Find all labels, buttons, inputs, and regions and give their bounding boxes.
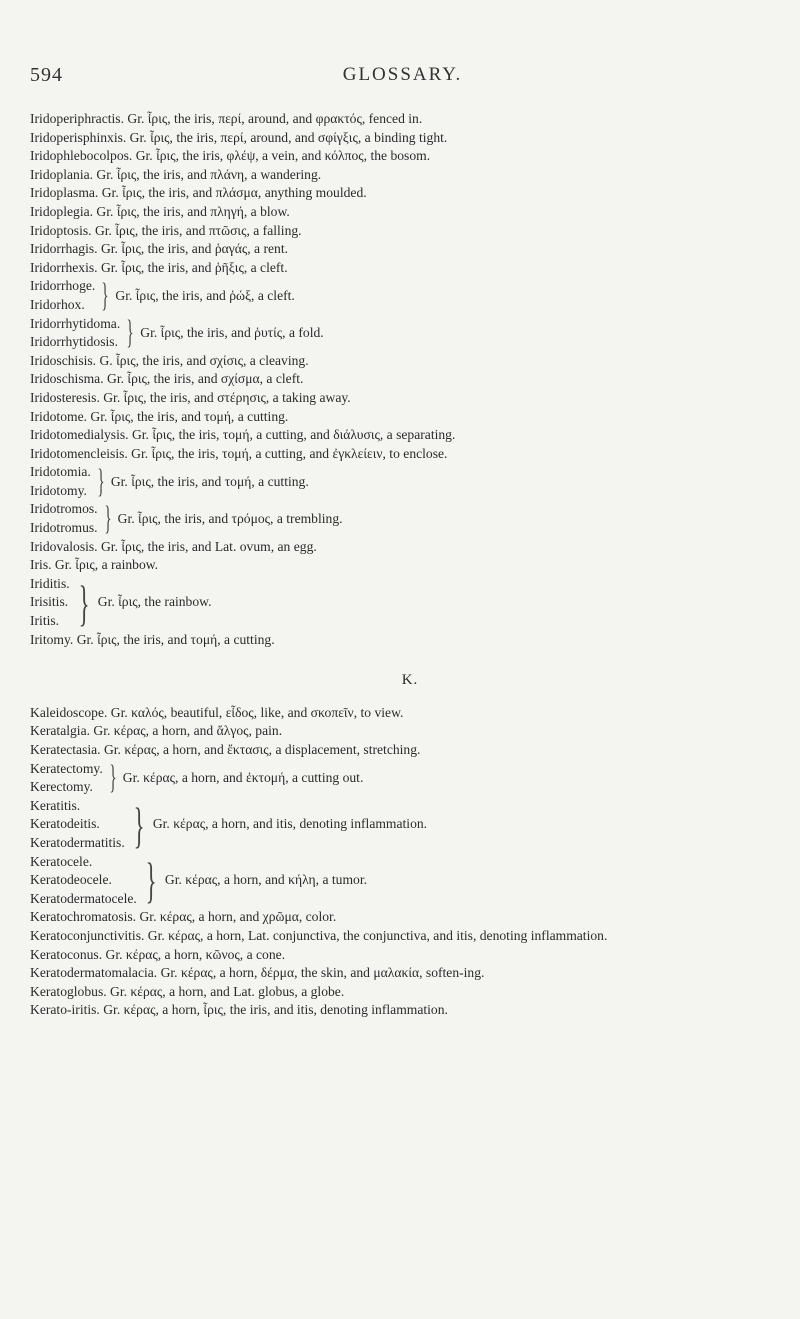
brace-icon: } (101, 277, 109, 315)
term: Keratitis. (30, 797, 81, 813)
grouped-entry-iridotomia (30, 463, 790, 500)
glossary-entry: Keratochromatosis. Gr. κέρας, a horn, and χρῶμα, color. (30, 909, 337, 925)
gloss: Gr. κέρας, a horn, and κήλη, a tumor. (164, 872, 367, 888)
term: Iridotomy. (30, 482, 87, 498)
glossary-entry: Kerato-iritis. Gr. κέρας, a horn, ἶρις, the iris, and itis, denoting inflammation. (30, 1002, 448, 1018)
glossary-body (30, 110, 790, 1020)
glossary-entry: Keratodermatomalacia. Gr. κέρας, a horn, δέρμα, the skin, and μαλακία, soften-ing. (30, 965, 485, 981)
brace-icon: } (133, 796, 145, 853)
term: Keratodermatitis. (30, 834, 125, 850)
brace-icon: } (78, 574, 90, 631)
glossary-entry: Iridoperiphractis. Gr. ἶρις, the iris, περί, around, and φρακτός, fenced in. (30, 111, 423, 126)
glossary-entry: Iridorrhexis. Gr. ἶρις, the iris, and ῥῆξις, a cleft. (30, 259, 288, 275)
term: Iritis. (30, 613, 60, 629)
grouped-entry-iridorrhytidoma (30, 315, 790, 352)
glossary-entry: Keratoconus. Gr. κέρας, a horn, κῶνος, a cone. (30, 946, 286, 962)
glossary-entry: Iridoperisphinxis. Gr. ἶρις, the iris, περί, around, and σφίγξις, a binding tight. (30, 129, 448, 145)
page-number: 594 (30, 64, 63, 86)
term: Kerectomy. (30, 779, 93, 795)
term: Iridotromos. (30, 501, 98, 517)
term: Iridorrhoge. (30, 278, 96, 294)
glossary-entry: Iridovalosis. Gr. ἶρις, the iris, and Lat. ovum, an egg. (30, 538, 317, 554)
term: Iridotomia. (30, 464, 91, 480)
term: Keratocele. (30, 853, 93, 869)
glossary-entry: Iris. Gr. ἶρις, a rainbow. (30, 557, 159, 573)
gloss: Gr. κέρας, a horn, and itis, denoting inflammation. (152, 816, 428, 832)
glossary-entry: Iridoschisis. G. ἶρις, the iris, and σχίσις, a cleaving. (30, 352, 309, 368)
glossary-entry: Iridoplegia. Gr. ἶρις, the iris, and πληγή, a blow. (30, 203, 290, 219)
glossary-entry: Iridoschisma. Gr. ἶρις, the iris, and σχίσμα, a cleft. (30, 371, 304, 387)
running-title: GLOSSARY. (342, 64, 463, 85)
section-heading: K. (401, 672, 419, 689)
term: Keratodeocele. (30, 872, 112, 888)
entry-list-i2 (30, 352, 790, 464)
brace-icon: } (109, 759, 117, 797)
gloss: Gr. ἶρις, the iris, and ῥυτίς, a fold. (140, 324, 324, 340)
glossary-entry: Iridotomencleisis. Gr. ἶρις, the iris, τομή, a cutting, and ἐγκλείειν, to enclose. (30, 445, 448, 461)
gloss: Gr. κέρας, a horn, and ἐκτομή, a cutting out. (122, 769, 364, 785)
glossary-entry: Iridoptosis. Gr. ἶρις, the iris, and πτῶσις, a falling. (30, 222, 302, 238)
glossary-entry: Iridoplasma. Gr. ἶρις, the iris, and πλάσμα, anything moulded. (30, 185, 367, 201)
term: Iridotromus. (30, 520, 98, 536)
grouped-entry-keratitis (30, 797, 790, 853)
grouped-entry-iridorrhoge (30, 277, 790, 314)
glossary-entry: Iridosteresis. Gr. ἶρις, the iris, and στέρησις, a taking away. (30, 389, 351, 405)
glossary-entry: Keratoglobus. Gr. κέρας, a horn, and Lat. globus, a globe. (30, 983, 345, 999)
glossary-entry: Iridotome. Gr. ἶρις, the iris, and τομή, a cutting. (30, 408, 289, 424)
glossary-entry: Iridophlebocolpos. Gr. ἶρις, the iris, φλέψ, a vein, and κόλπος, the bosom. (30, 148, 431, 164)
grouped-entry-iriditis (30, 575, 790, 631)
term: Keratectomy. (30, 760, 103, 776)
glossary-entry: Keratalgia. Gr. κέρας, a horn, and ἄλγος, pain. (30, 723, 283, 739)
gloss: Gr. ἶρις, the iris, and τρόμος, a trembling. (117, 510, 343, 526)
gloss: Gr. ἶρις, the iris, and τομή, a cutting. (110, 473, 309, 489)
page-header (30, 64, 775, 94)
term: Irisitis. (30, 594, 69, 610)
entry-list-k2 (30, 908, 790, 1020)
glossary-entry: Iridotomedialysis. Gr. ἶρις, the iris, τομή, a cutting, and διάλυσις, a separating. (30, 427, 456, 443)
entry-list-i1 (30, 110, 790, 277)
term: Keratodeitis. (30, 816, 100, 832)
term: Iridorhox. (30, 296, 85, 312)
entry-list-k1 (30, 704, 790, 760)
grouped-entry-iridotromos (30, 500, 790, 537)
glossary-entry: Keratectasia. Gr. κέρας, a horn, and ἔκτασις, a displacement, stretching. (30, 742, 421, 757)
glossary-entry: Iritomy. Gr. ἶρις, the iris, and τομή, a cutting. (30, 631, 275, 647)
glossary-entry: Kaleidoscope. Gr. καλός, beautiful, εἶδος, like, and σκοπεῖν, to view. (30, 704, 404, 720)
term: Iriditis. (30, 575, 70, 591)
glossary-entry: Keratoconjunctivitis. Gr. κέρας, a horn, Lat. conjunctiva, the conjunctiva, and itis, denoting inflammation. (30, 927, 608, 943)
entry-list-i3 (30, 538, 790, 575)
term: Keratodermatocele. (30, 890, 137, 906)
brace-icon: } (104, 500, 112, 538)
term: Iridorrhytidosis. (30, 334, 118, 350)
glossary-entry: Iridoplania. Gr. ἶρις, the iris, and πλάνη, a wandering. (30, 166, 322, 182)
brace-icon: } (97, 463, 105, 501)
gloss: Gr. ἶρις, the iris, and ῥώξ, a cleft. (115, 287, 295, 303)
brace-icon: } (126, 314, 134, 352)
grouped-entry-keratocele (30, 853, 790, 909)
brace-icon: } (145, 852, 157, 909)
glossary-entry: Iridorrhagis. Gr. ἶρις, the iris, and ῥαγάς, a rent. (30, 241, 289, 257)
term: Iridorrhytidoma. (30, 315, 121, 331)
gloss: Gr. ἶρις, the rainbow. (97, 594, 212, 610)
grouped-entry-keratectomy (30, 760, 790, 797)
